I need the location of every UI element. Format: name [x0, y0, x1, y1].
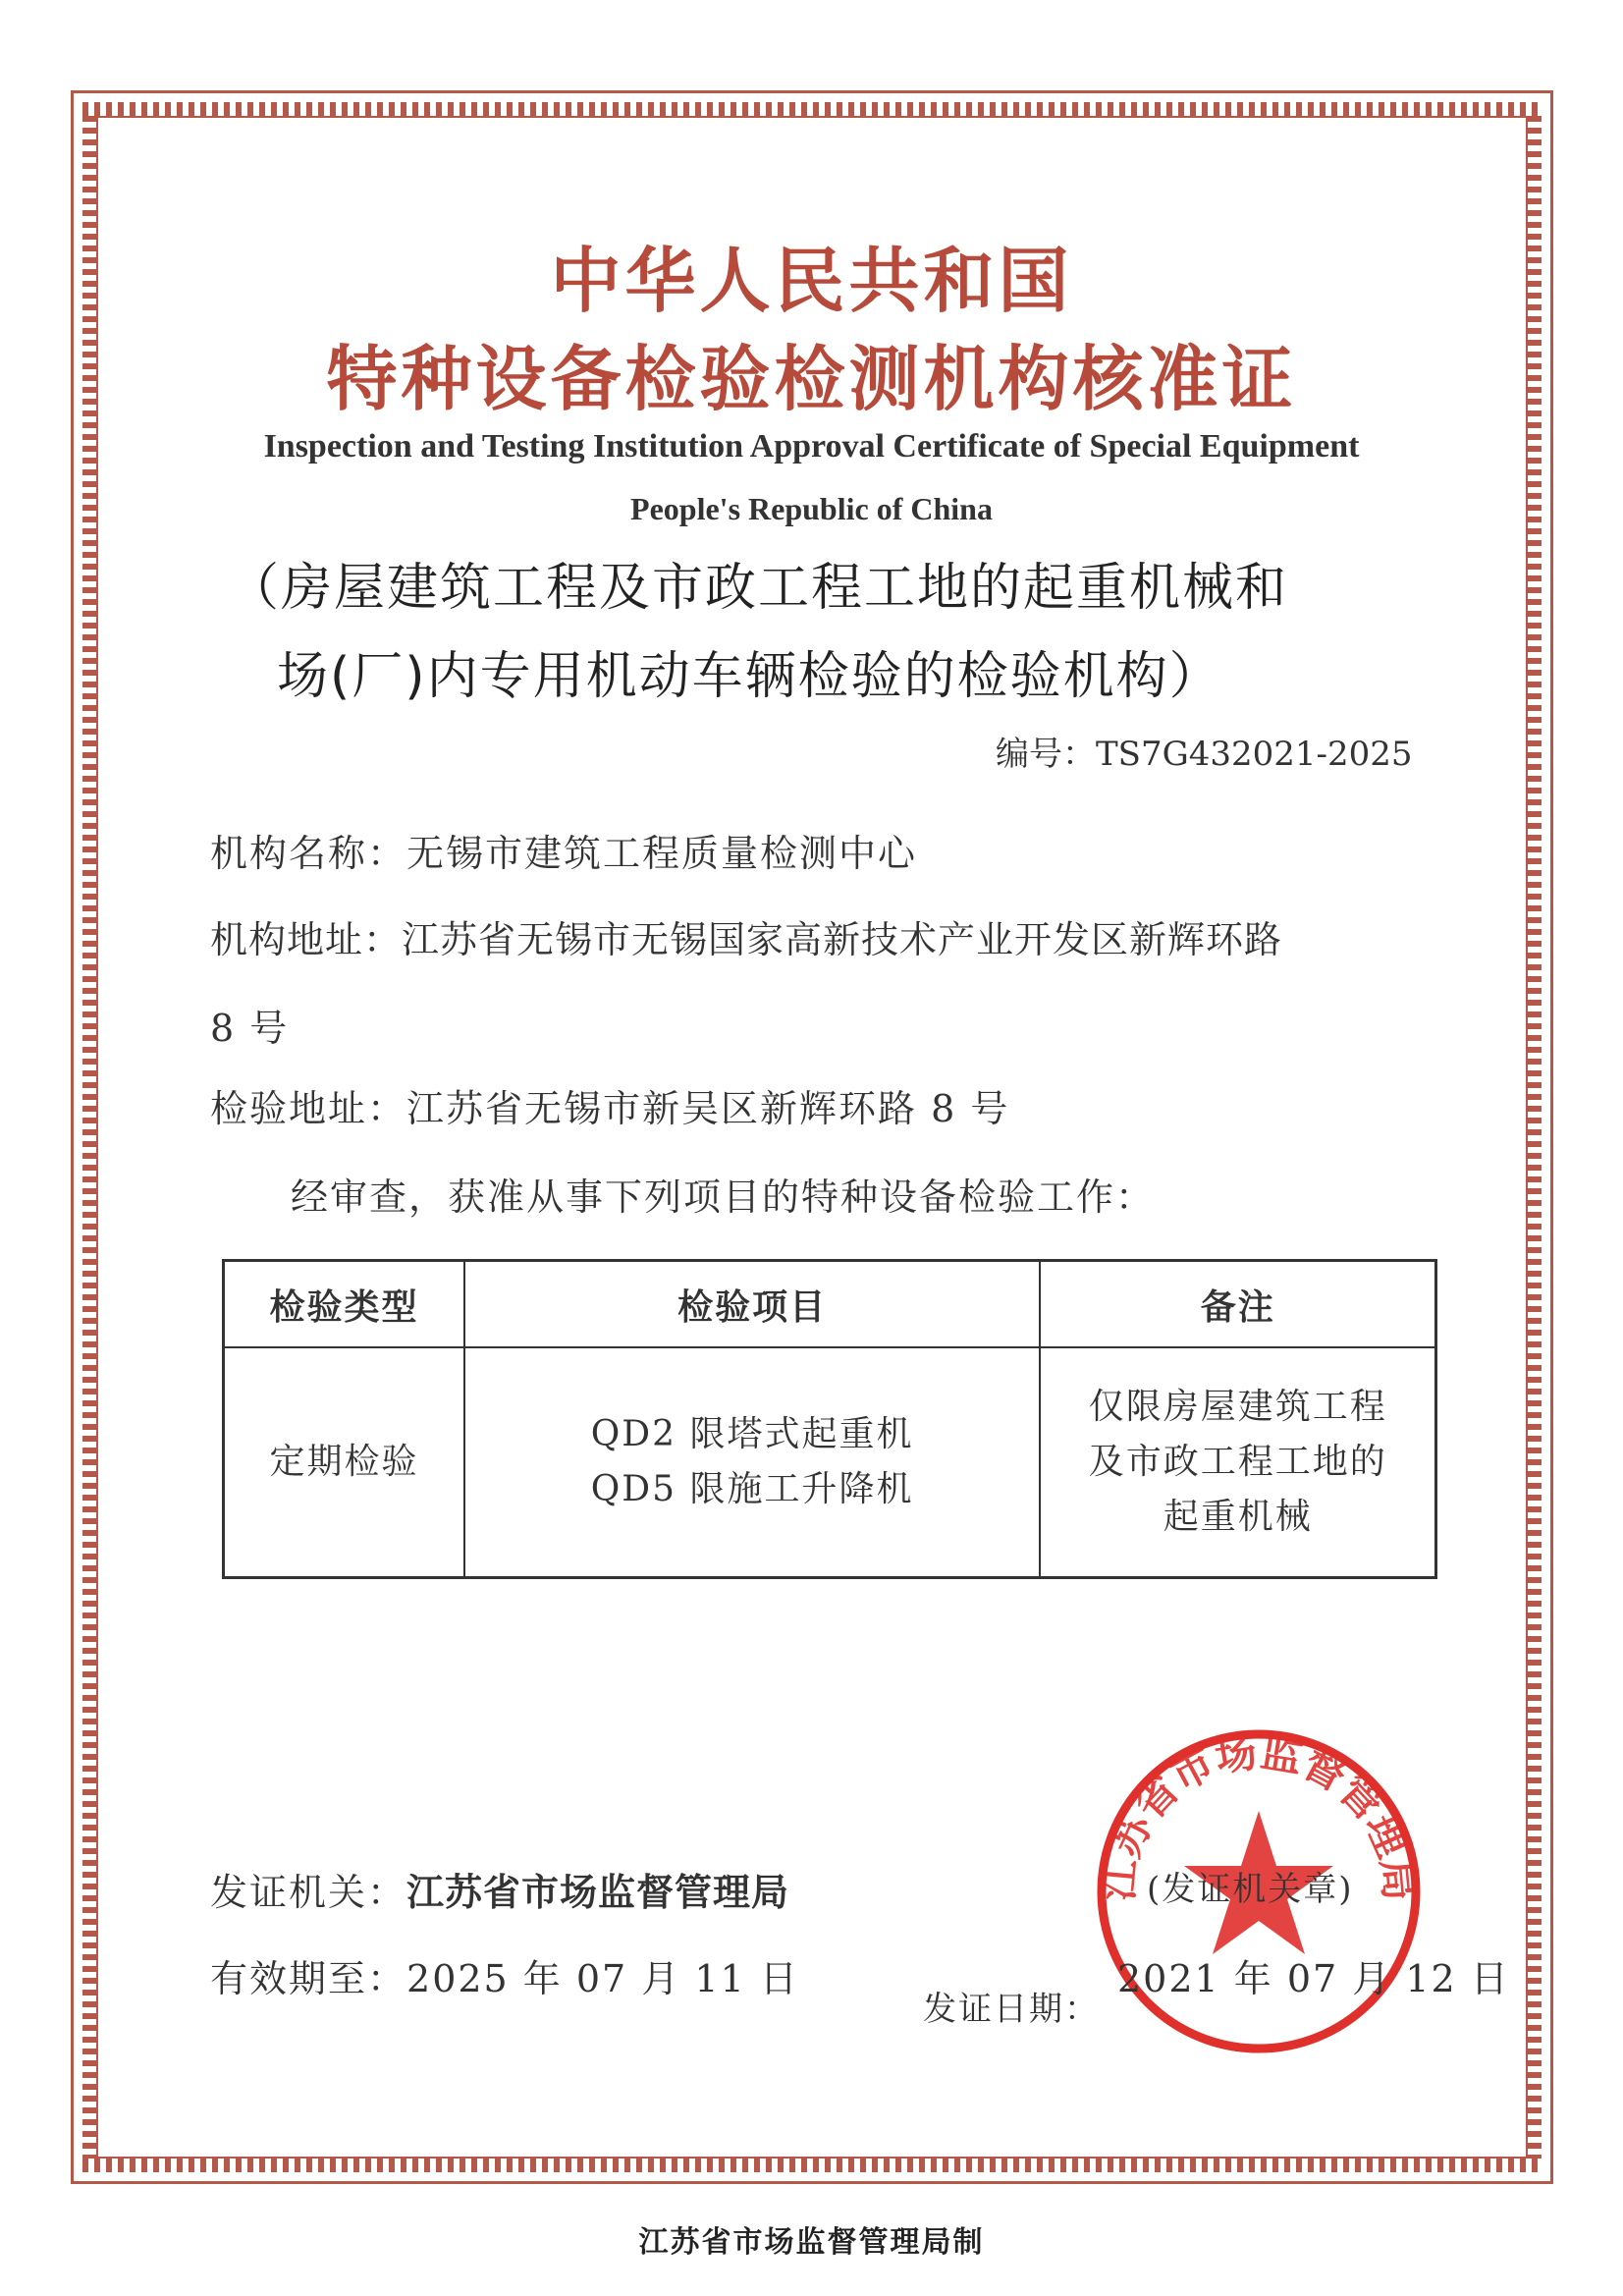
cell-inspection-type: 定期检验: [224, 1347, 464, 1578]
issuer-field: [210, 1862, 789, 1916]
org-name-label: 机构名称：: [210, 832, 407, 875]
inspection-item: QD5 限施工升降机: [590, 1469, 914, 1509]
approval-intro: 经审查，获准从事下列项目的特种设备检验工作：: [291, 1175, 1156, 1219]
table-header-row: [224, 1261, 1436, 1348]
valid-until-label: 有效期至：: [210, 1957, 407, 2000]
org-address-field: [210, 909, 1282, 963]
scope-line2: 场(厂)内专用机动车辆检验的检验机构）: [277, 647, 1222, 706]
issue-date-value: 2021 年 07 月 12 日: [1117, 1957, 1510, 2000]
scope-line1: （房屋建筑工程及市政工程工地的起重机械和: [228, 559, 1289, 618]
table-row: [224, 1347, 1436, 1578]
cell-inspection-items: [464, 1347, 1041, 1578]
test-address-label: 检验地址：: [210, 1087, 407, 1130]
cell-notes: [1040, 1347, 1435, 1578]
header-inspection-type: 检验类型: [224, 1261, 464, 1348]
org-name-value: 无锡市建筑工程质量检测中心: [406, 832, 918, 875]
org-name-field: [210, 823, 917, 877]
test-address-field: [210, 1078, 1009, 1132]
test-address-value: 江苏省无锡市新吴区新辉环路 8 号: [406, 1087, 1010, 1130]
certificate-number-value: TS7G432021-2025: [1096, 735, 1413, 774]
inspection-items-table: [222, 1259, 1437, 1579]
issuer-label: 发证机关：: [210, 1871, 407, 1914]
seal-caption: (发证机关章): [1147, 1870, 1354, 1909]
issue-date-label: 发证日期：: [923, 1990, 1100, 2029]
title-cn-line2: 特种设备检验检测机构核准证: [326, 338, 1297, 420]
certificate-number: [996, 727, 1413, 775]
org-address-label: 机构地址：: [210, 918, 403, 961]
header-inspection-items: 检验项目: [464, 1261, 1041, 1348]
title-en-line1: Inspection and Testing Institution Approval Certificate of Special Equipment: [263, 428, 1360, 465]
note-line: 及市政工程工地的: [1088, 1442, 1387, 1482]
org-address-line1: 江苏省无锡市无锡国家高新技术产业开发区新辉环路: [402, 918, 1283, 961]
note-line: 仅限房屋建筑工程: [1088, 1387, 1387, 1427]
note-line: 起重机械: [1163, 1497, 1313, 1537]
valid-until-value: 2025 年 07 月 11 日: [406, 1957, 799, 2000]
org-address-line2: 8 号: [210, 1007, 290, 1050]
certificate-number-label: 编号：: [996, 735, 1096, 774]
footer-issuer-note: 江苏省市场监督管理局制: [638, 2225, 985, 2260]
header-notes: 备注: [1040, 1261, 1435, 1348]
inspection-item: QD2 限塔式起重机: [590, 1414, 914, 1454]
valid-until-field: [210, 1948, 799, 2002]
title-en-line2: People's Republic of China: [630, 491, 993, 526]
issuer-value: 江苏省市场监督管理局: [406, 1871, 790, 1914]
title-cn-line1: 中华人民共和国: [550, 240, 1073, 322]
seal-text: 江苏省市场监督管理局: [1093, 1727, 1425, 1903]
